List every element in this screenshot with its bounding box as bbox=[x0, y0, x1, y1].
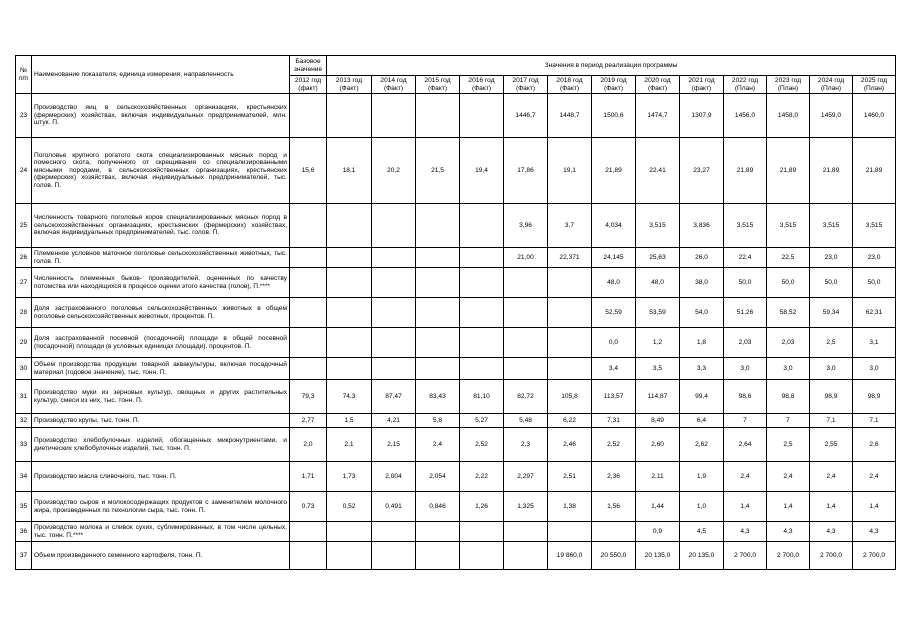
value-cell: 0,0 bbox=[592, 328, 636, 358]
value-cell: 7,31 bbox=[592, 414, 636, 428]
value-cell bbox=[416, 328, 460, 358]
value-cell bbox=[416, 358, 460, 380]
value-cell bbox=[548, 328, 592, 358]
value-cell: 3,515 bbox=[810, 204, 853, 248]
value-cell: 7,1 bbox=[810, 414, 853, 428]
value-cell bbox=[290, 542, 327, 570]
value-cell: 1,9 bbox=[680, 462, 724, 492]
value-cell: 23,27 bbox=[680, 138, 724, 204]
value-cell bbox=[460, 248, 504, 268]
value-cell: 1458,0 bbox=[767, 94, 810, 138]
value-cell: 1,8 bbox=[680, 328, 724, 358]
value-cell bbox=[548, 298, 592, 328]
header-year: 2022 год (План) bbox=[724, 76, 767, 94]
value-cell: 7 bbox=[767, 414, 810, 428]
row-number: 23 bbox=[16, 94, 32, 138]
value-cell bbox=[372, 248, 416, 268]
header-year: 2021 год (факт) bbox=[680, 76, 724, 94]
value-cell: 25,63 bbox=[636, 248, 680, 268]
value-cell: 2,62 bbox=[680, 428, 724, 462]
value-cell bbox=[416, 268, 460, 298]
value-cell bbox=[290, 358, 327, 380]
indicator-name: Производство хлебобулочных изделий, обогащенных микронутриентами, и диетических хлебобулочных изделий, тыс. тонн. П. bbox=[32, 428, 290, 462]
indicator-name: Объем производства продукции товарной аквакультуры, включая посадочный материал (годовое значение), тыс. тонн. П. bbox=[32, 358, 290, 380]
value-cell bbox=[372, 522, 416, 542]
value-cell: 26,0 bbox=[680, 248, 724, 268]
row-number: 36 bbox=[16, 522, 32, 542]
value-cell: 3,7 bbox=[548, 204, 592, 248]
value-cell bbox=[460, 328, 504, 358]
value-cell bbox=[327, 94, 372, 138]
header-year: 2018 год (Факт) bbox=[548, 76, 592, 94]
value-cell: 1,4 bbox=[810, 492, 853, 522]
value-cell bbox=[504, 358, 548, 380]
value-cell: 22,371 bbox=[548, 248, 592, 268]
value-cell: 7,1 bbox=[853, 414, 896, 428]
value-cell: 79,3 bbox=[290, 380, 327, 414]
value-cell bbox=[327, 268, 372, 298]
value-cell: 3,4 bbox=[592, 358, 636, 380]
value-cell: 62,31 bbox=[853, 298, 896, 328]
header-year: 2014 год (Факт) bbox=[372, 76, 416, 94]
value-cell: 4,3 bbox=[853, 522, 896, 542]
value-cell: 3,0 bbox=[853, 358, 896, 380]
row-number: 32 bbox=[16, 414, 32, 428]
value-cell: 22,41 bbox=[636, 138, 680, 204]
value-cell: 21,89 bbox=[810, 138, 853, 204]
value-cell: 1,5 bbox=[327, 414, 372, 428]
value-cell bbox=[460, 542, 504, 570]
value-cell bbox=[290, 204, 327, 248]
value-cell: 21,5 bbox=[416, 138, 460, 204]
value-cell: 6,22 bbox=[548, 414, 592, 428]
value-cell bbox=[460, 358, 504, 380]
value-cell: 1,71 bbox=[290, 462, 327, 492]
value-cell bbox=[504, 268, 548, 298]
table-row bbox=[16, 248, 896, 268]
value-cell bbox=[416, 204, 460, 248]
value-cell: 1460,0 bbox=[853, 94, 896, 138]
value-cell bbox=[416, 298, 460, 328]
value-cell: 17,86 bbox=[504, 138, 548, 204]
value-cell: 19,4 bbox=[460, 138, 504, 204]
value-cell: 2 700,0 bbox=[853, 542, 896, 570]
indicator-name: Племенное условное маточное поголовье сельскохозяйственных животных, тыс. голов. П. bbox=[32, 248, 290, 268]
row-number: 28 bbox=[16, 298, 32, 328]
value-cell: 2,4 bbox=[810, 462, 853, 492]
value-cell: 1448,7 bbox=[548, 94, 592, 138]
row-number: 30 bbox=[16, 358, 32, 380]
value-cell: 2,22 bbox=[460, 462, 504, 492]
indicator-name: Численность племенных быков- производителей, оцененных по качеству потомства или находящихся в процессе оценки этого качества (голов), П.**** bbox=[32, 268, 290, 298]
value-cell: 2,03 bbox=[767, 328, 810, 358]
value-cell: 20 135,0 bbox=[636, 542, 680, 570]
value-cell: 3,0 bbox=[767, 358, 810, 380]
value-cell: 7 bbox=[724, 414, 767, 428]
indicator-name: Поголовье крупного рогатого скота специализированных мясных пород и помесного скота, полученного от скрещивания со специализированными мясными породами, в сельскохозяйственных организациях, крестьянских (фермерских) хозяйствах, включая индивидуальных предпринимателей, тыс. голов. П. bbox=[32, 138, 290, 204]
value-cell: 0,9 bbox=[636, 522, 680, 542]
value-cell: 2,52 bbox=[592, 428, 636, 462]
indicator-name: Производство яиц в сельскохозяйственных организациях, крестьянских (фермерских) хозяйствах, включая индивидуальных предпринимателей, млн. штук. П. bbox=[32, 94, 290, 138]
value-cell: 4,3 bbox=[767, 522, 810, 542]
value-cell: 21,00 bbox=[504, 248, 548, 268]
value-cell: 2,0 bbox=[290, 428, 327, 462]
value-cell bbox=[290, 328, 327, 358]
value-cell: 20 135,0 bbox=[680, 542, 724, 570]
value-cell bbox=[327, 204, 372, 248]
value-cell: 3,515 bbox=[767, 204, 810, 248]
value-cell: 4,21 bbox=[372, 414, 416, 428]
value-cell: 1474,7 bbox=[636, 94, 680, 138]
value-cell: 3,0 bbox=[724, 358, 767, 380]
value-cell bbox=[460, 268, 504, 298]
value-cell: 21,89 bbox=[592, 138, 636, 204]
row-number: 31 bbox=[16, 380, 32, 414]
indicator-name: Численность товарного поголовья коров специализированных мясных пород в сельскохозяйственных организациях, крестьянских (фермерских) хозяйствах, включая индивидуальных предпринимателей, тыс. голов. П. bbox=[32, 204, 290, 248]
value-cell: 48,0 bbox=[636, 268, 680, 298]
value-cell: 20 550,0 bbox=[592, 542, 636, 570]
table-row bbox=[16, 492, 896, 522]
value-cell: 23,0 bbox=[853, 248, 896, 268]
value-cell: 1,4 bbox=[724, 492, 767, 522]
value-cell bbox=[372, 328, 416, 358]
header-year: 2013 год (Факт) bbox=[327, 76, 372, 94]
value-cell: 1,4 bbox=[767, 492, 810, 522]
value-cell: 2,6 bbox=[853, 428, 896, 462]
value-cell: 5,48 bbox=[504, 414, 548, 428]
value-cell: 2,5 bbox=[767, 428, 810, 462]
value-cell: 98,9 bbox=[810, 380, 853, 414]
value-cell: 2,55 bbox=[810, 428, 853, 462]
indicators-table bbox=[15, 55, 896, 570]
row-number: 24 bbox=[16, 138, 32, 204]
header-year: 2015 год (Факт) bbox=[416, 76, 460, 94]
value-cell bbox=[548, 358, 592, 380]
value-cell bbox=[372, 358, 416, 380]
value-cell: 98,9 bbox=[853, 380, 896, 414]
value-cell: 1456,0 bbox=[724, 94, 767, 138]
value-cell bbox=[548, 522, 592, 542]
value-cell bbox=[504, 328, 548, 358]
value-cell bbox=[327, 298, 372, 328]
value-cell: 1,4 bbox=[853, 492, 896, 522]
value-cell bbox=[372, 268, 416, 298]
value-cell: 58,52 bbox=[767, 298, 810, 328]
value-cell: 2 700,0 bbox=[724, 542, 767, 570]
row-number: 37 bbox=[16, 542, 32, 570]
value-cell: 2,03 bbox=[724, 328, 767, 358]
table-row bbox=[16, 522, 896, 542]
value-cell: 114,87 bbox=[636, 380, 680, 414]
value-cell: 20,2 bbox=[372, 138, 416, 204]
value-cell: 1,38 bbox=[548, 492, 592, 522]
value-cell: 48,0 bbox=[592, 268, 636, 298]
value-cell: 21,89 bbox=[767, 138, 810, 204]
value-cell: 19,1 bbox=[548, 138, 592, 204]
value-cell: 50,0 bbox=[853, 268, 896, 298]
indicator-name: Производство масла сливочного, тыс. тонн. П. bbox=[32, 462, 290, 492]
value-cell: 4,3 bbox=[810, 522, 853, 542]
value-cell: 2,77 bbox=[290, 414, 327, 428]
indicator-name: Объем произведенного семенного картофеля, тонн. П. bbox=[32, 542, 290, 570]
value-cell: 22,4 bbox=[724, 248, 767, 268]
header-year: 2023 год (План) bbox=[767, 76, 810, 94]
value-cell: 82,72 bbox=[504, 380, 548, 414]
value-cell: 0,846 bbox=[416, 492, 460, 522]
indicator-name: Доля застрахованного поголовья сельскохозяйственных животных в общем поголовье сельскохозяйственных животных, процентов. П. bbox=[32, 298, 290, 328]
value-cell: 105,8 bbox=[548, 380, 592, 414]
value-cell bbox=[290, 522, 327, 542]
header-name: Наименование показателя, единица измерения, направленность bbox=[32, 56, 290, 94]
value-cell bbox=[416, 522, 460, 542]
value-cell: 15,6 bbox=[290, 138, 327, 204]
value-cell: 0,491 bbox=[372, 492, 416, 522]
row-number: 33 bbox=[16, 428, 32, 462]
value-cell: 21,89 bbox=[724, 138, 767, 204]
table-row bbox=[16, 138, 896, 204]
value-cell: 59,34 bbox=[810, 298, 853, 328]
value-cell: 2,297 bbox=[504, 462, 548, 492]
value-cell: 5,8 bbox=[416, 414, 460, 428]
value-cell: 83,43 bbox=[416, 380, 460, 414]
value-cell: 2,15 bbox=[372, 428, 416, 462]
value-cell: 87,47 bbox=[372, 380, 416, 414]
header-period: Значения в период реализации программы bbox=[327, 56, 896, 76]
value-cell: 2,11 bbox=[636, 462, 680, 492]
value-cell: 2,5 bbox=[810, 328, 853, 358]
value-cell: 19 860,0 bbox=[548, 542, 592, 570]
value-cell: 51,26 bbox=[724, 298, 767, 328]
value-cell: 52,59 bbox=[592, 298, 636, 328]
value-cell: 22,5 bbox=[767, 248, 810, 268]
value-cell bbox=[290, 268, 327, 298]
row-number: 27 bbox=[16, 268, 32, 298]
value-cell bbox=[290, 298, 327, 328]
value-cell: 1500,6 bbox=[592, 94, 636, 138]
value-cell: 1446,7 bbox=[504, 94, 548, 138]
row-number: 26 bbox=[16, 248, 32, 268]
value-cell: 99,4 bbox=[680, 380, 724, 414]
value-cell bbox=[460, 522, 504, 542]
value-cell bbox=[327, 542, 372, 570]
value-cell: 3,5 bbox=[636, 358, 680, 380]
header-num: № п/п bbox=[16, 56, 32, 94]
table-row bbox=[16, 542, 896, 570]
table-row bbox=[16, 328, 896, 358]
value-cell: 113,57 bbox=[592, 380, 636, 414]
value-cell: 81,10 bbox=[460, 380, 504, 414]
table-row bbox=[16, 358, 896, 380]
row-number: 29 bbox=[16, 328, 32, 358]
table-row bbox=[16, 268, 896, 298]
value-cell: 4,034 bbox=[592, 204, 636, 248]
value-cell: 98,8 bbox=[767, 380, 810, 414]
value-cell bbox=[372, 204, 416, 248]
value-cell: 3,515 bbox=[853, 204, 896, 248]
value-cell: 1,0 bbox=[680, 492, 724, 522]
value-cell bbox=[372, 542, 416, 570]
value-cell: 54,0 bbox=[680, 298, 724, 328]
value-cell: 3,3 bbox=[680, 358, 724, 380]
value-cell: 2,64 bbox=[724, 428, 767, 462]
value-cell: 5,27 bbox=[460, 414, 504, 428]
header-year: 2019 год (Факт) bbox=[592, 76, 636, 94]
value-cell: 23,0 bbox=[810, 248, 853, 268]
value-cell bbox=[504, 542, 548, 570]
value-cell: 1,26 bbox=[460, 492, 504, 522]
value-cell: 53,59 bbox=[636, 298, 680, 328]
value-cell bbox=[290, 94, 327, 138]
table-row bbox=[16, 298, 896, 328]
table-row bbox=[16, 414, 896, 428]
value-cell bbox=[327, 358, 372, 380]
value-cell: 2,4 bbox=[767, 462, 810, 492]
value-cell: 2,60 bbox=[636, 428, 680, 462]
value-cell bbox=[416, 542, 460, 570]
value-cell: 1,44 bbox=[636, 492, 680, 522]
value-cell bbox=[548, 268, 592, 298]
value-cell bbox=[372, 298, 416, 328]
value-cell: 1459,0 bbox=[810, 94, 853, 138]
value-cell bbox=[327, 522, 372, 542]
indicator-name: Доля застрахованной посевной (посадочной) площади в общей посевной (посадочной) площади (в условных единицах площади), процентов. П. bbox=[32, 328, 290, 358]
value-cell: 2,4 bbox=[853, 462, 896, 492]
value-cell: 2,46 bbox=[548, 428, 592, 462]
value-cell: 3,0 bbox=[810, 358, 853, 380]
value-cell: 50,0 bbox=[724, 268, 767, 298]
value-cell bbox=[327, 328, 372, 358]
value-cell: 2,36 bbox=[592, 462, 636, 492]
table-row bbox=[16, 204, 896, 248]
row-number: 35 bbox=[16, 492, 32, 522]
header-year: 2024 год (План) bbox=[810, 76, 853, 94]
value-cell: 2,52 bbox=[460, 428, 504, 462]
value-cell: 0,73 bbox=[290, 492, 327, 522]
value-cell bbox=[416, 94, 460, 138]
value-cell bbox=[504, 298, 548, 328]
header-year: 2017 год (Факт) bbox=[504, 76, 548, 94]
value-cell bbox=[372, 94, 416, 138]
value-cell bbox=[504, 522, 548, 542]
value-cell: 3,515 bbox=[636, 204, 680, 248]
value-cell: 3,836 bbox=[680, 204, 724, 248]
value-cell: 2,3 bbox=[504, 428, 548, 462]
value-cell: 4,3 bbox=[724, 522, 767, 542]
value-cell: 18,1 bbox=[327, 138, 372, 204]
value-cell: 50,0 bbox=[810, 268, 853, 298]
value-cell: 2,51 bbox=[548, 462, 592, 492]
row-number: 34 bbox=[16, 462, 32, 492]
value-cell: 2 700,0 bbox=[810, 542, 853, 570]
indicator-name: Производство крупы, тыс. тонн. П. bbox=[32, 414, 290, 428]
value-cell: 8,49 bbox=[636, 414, 680, 428]
indicator-name: Производство сыров и молокосодержащих продуктов с заменителем молочного жира, произведенных по технологии сыра, тыс. тонн. П. bbox=[32, 492, 290, 522]
value-cell bbox=[592, 522, 636, 542]
value-cell: 2,1 bbox=[327, 428, 372, 462]
table-row bbox=[16, 462, 896, 492]
header-year: 2025 год (План) bbox=[853, 76, 896, 94]
value-cell: 1307,9 bbox=[680, 94, 724, 138]
value-cell: 6,4 bbox=[680, 414, 724, 428]
value-cell: 3,1 bbox=[853, 328, 896, 358]
value-cell bbox=[460, 204, 504, 248]
value-cell: 3,515 bbox=[724, 204, 767, 248]
value-cell bbox=[460, 298, 504, 328]
row-number: 25 bbox=[16, 204, 32, 248]
header-year: 2012 год (факт) bbox=[290, 76, 327, 94]
value-cell: 3,96 bbox=[504, 204, 548, 248]
value-cell bbox=[460, 94, 504, 138]
value-cell: 1,56 bbox=[592, 492, 636, 522]
header-base: Базовое значение bbox=[290, 56, 327, 76]
value-cell: 50,0 bbox=[767, 268, 810, 298]
value-cell: 2,054 bbox=[416, 462, 460, 492]
value-cell: 38,0 bbox=[680, 268, 724, 298]
value-cell: 4,5 bbox=[680, 522, 724, 542]
value-cell: 74,3 bbox=[327, 380, 372, 414]
value-cell: 1,325 bbox=[504, 492, 548, 522]
value-cell: 24,145 bbox=[592, 248, 636, 268]
value-cell: 1,2 bbox=[636, 328, 680, 358]
header-year: 2016 год (Факт) bbox=[460, 76, 504, 94]
value-cell: 98,6 bbox=[724, 380, 767, 414]
table-row bbox=[16, 428, 896, 462]
indicator-name: Производство муки из зерновых культур, овощных и других растительных культур, смеси из них, тыс. тонн. П. bbox=[32, 380, 290, 414]
value-cell: 21,89 bbox=[853, 138, 896, 204]
value-cell: 2,4 bbox=[724, 462, 767, 492]
header-year: 2020 год (Факт) bbox=[636, 76, 680, 94]
value-cell: 2 700,0 bbox=[767, 542, 810, 570]
value-cell bbox=[327, 248, 372, 268]
value-cell bbox=[416, 248, 460, 268]
value-cell: 2,004 bbox=[372, 462, 416, 492]
value-cell: 2,4 bbox=[416, 428, 460, 462]
value-cell: 0,52 bbox=[327, 492, 372, 522]
table-row bbox=[16, 380, 896, 414]
table-row bbox=[16, 94, 896, 138]
value-cell: 1,73 bbox=[327, 462, 372, 492]
indicator-name: Производство молока и сливок сухих, сублимированных, в том числе цельных, тыс. тонн. П.**** bbox=[32, 522, 290, 542]
value-cell bbox=[290, 248, 327, 268]
